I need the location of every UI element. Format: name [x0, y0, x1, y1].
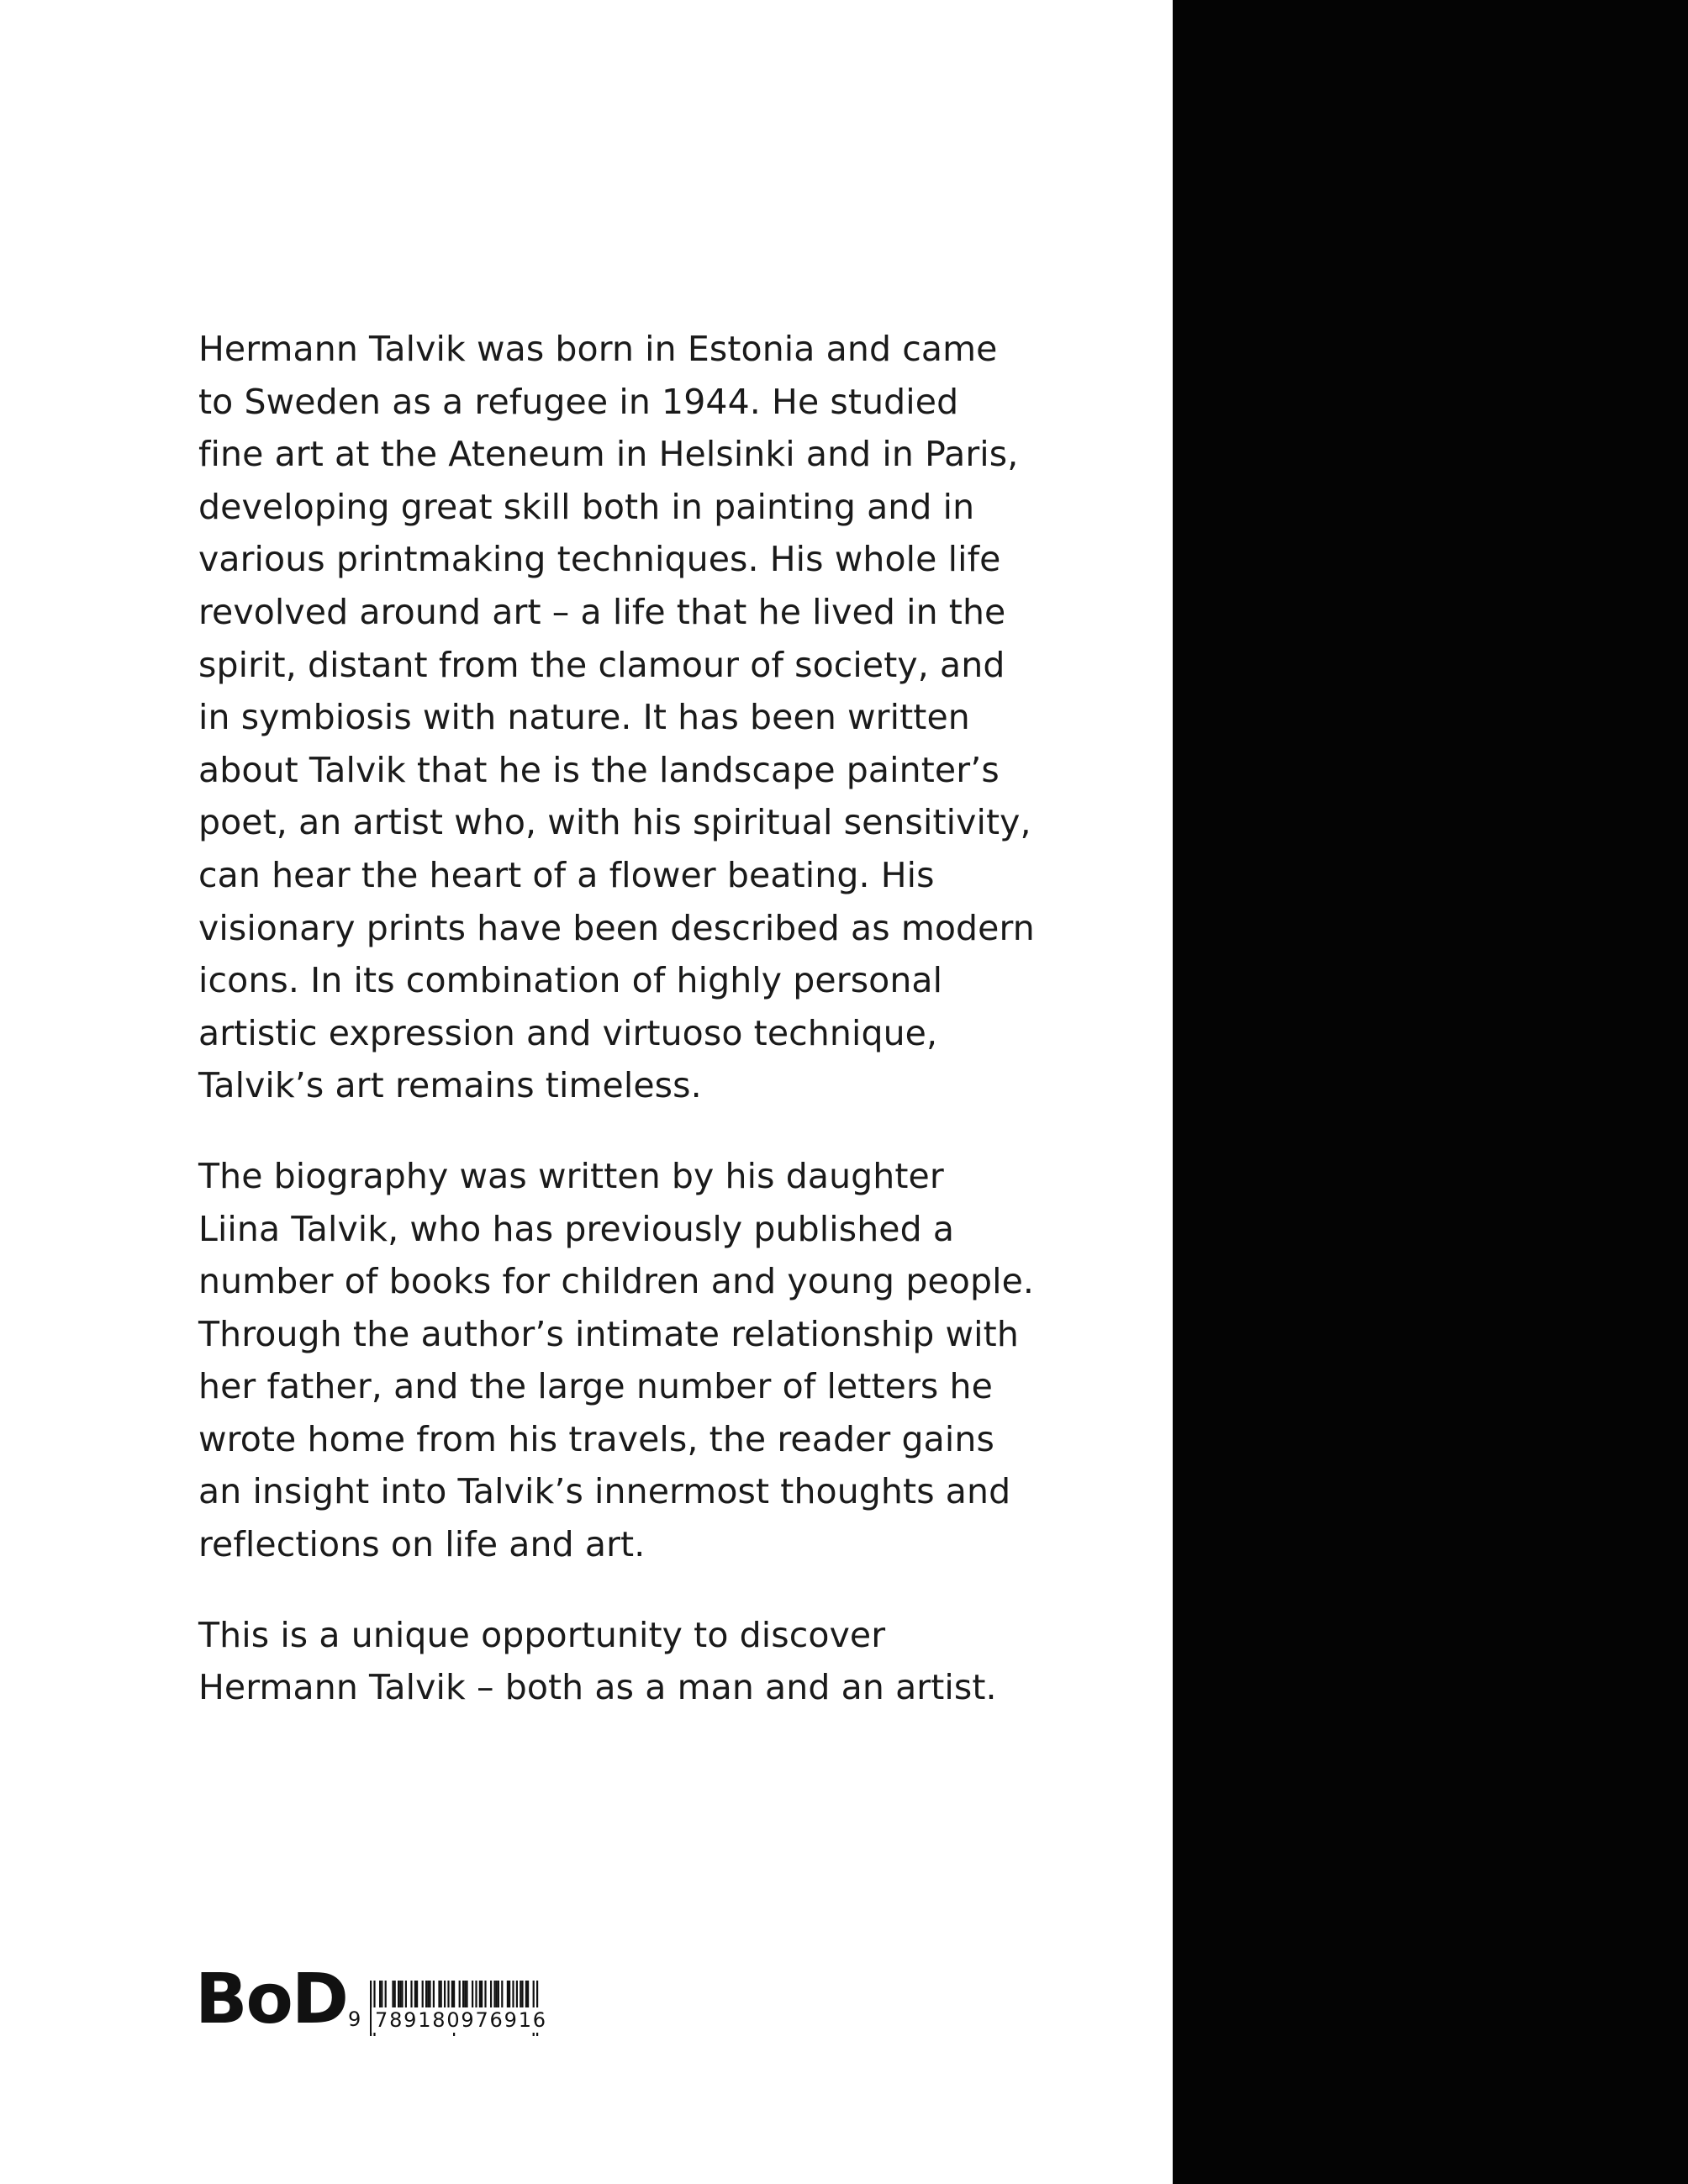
blurb-line: Liina Talvik, who has previously published a: [198, 1208, 955, 1249]
blurb-paragraph-3: [198, 1609, 1089, 1714]
blurb-paragraph-2: [198, 1150, 1089, 1571]
blurb-line: This is a unique opportunity to discover: [198, 1614, 886, 1655]
blurb-text: [198, 323, 1089, 1714]
blurb-line: Through the author’s intimate relationship with: [198, 1313, 1019, 1354]
blurb-line: can hear the heart of a flower beating. His: [198, 854, 935, 895]
blurb-line: reflections on life and art.: [198, 1524, 646, 1565]
blurb-line: poet, an artist who, with his spiritual sensitivity,: [198, 802, 1031, 843]
blurb-line: Hermann Talvik was born in Estonia and came: [198, 329, 998, 369]
blurb-line: artistic expression and virtuoso technique,: [198, 1012, 938, 1053]
blurb-line: developing great skill both in painting and in: [198, 486, 975, 527]
blurb-line: number of books for children and young people.: [198, 1261, 1035, 1302]
blurb-line: various printmaking techniques. His whole life: [198, 539, 1001, 580]
blurb-line: icons. In its combination of highly personal: [198, 960, 943, 1001]
blurb-paragraph-1: [198, 323, 1089, 1112]
blurb-line: The biography was written by his daughter: [198, 1155, 944, 1196]
blurb-line: an insight into Talvik’s innermost thoughts and: [198, 1471, 1011, 1512]
blurb-line: about Talvik that he is the landscape painter’s: [198, 749, 1000, 790]
blurb-line: revolved around art – a life that he lived in the: [198, 591, 1006, 632]
publisher-logo: BoD: [195, 1960, 347, 2039]
blurb-line: fine art at the Ateneum in Helsinki and in Paris,: [198, 434, 1019, 475]
blurb-line: Talvik’s art remains timeless.: [198, 1065, 702, 1106]
isbn-barcode: [348, 1981, 550, 2039]
black-spine-band: [1173, 0, 1688, 2184]
isbn-lead-digit: 9: [348, 2007, 361, 2031]
blurb-line: in symbiosis with nature. It has been written: [198, 697, 970, 738]
blurb-line: wrote home from his travels, the reader gains: [198, 1418, 994, 1459]
isbn-digits: 789180976916: [372, 2007, 546, 2033]
blurb-line: her father, and the large number of letters he: [198, 1366, 993, 1407]
blurb-line: to Sweden as a refugee in 1944. He studied: [198, 381, 959, 422]
blurb-line: visionary prints have been described as modern: [198, 907, 1035, 948]
blurb-line: spirit, distant from the clamour of society, and: [198, 644, 1005, 685]
blurb-line: Hermann Talvik – both as a man and an artist.: [198, 1667, 997, 1708]
